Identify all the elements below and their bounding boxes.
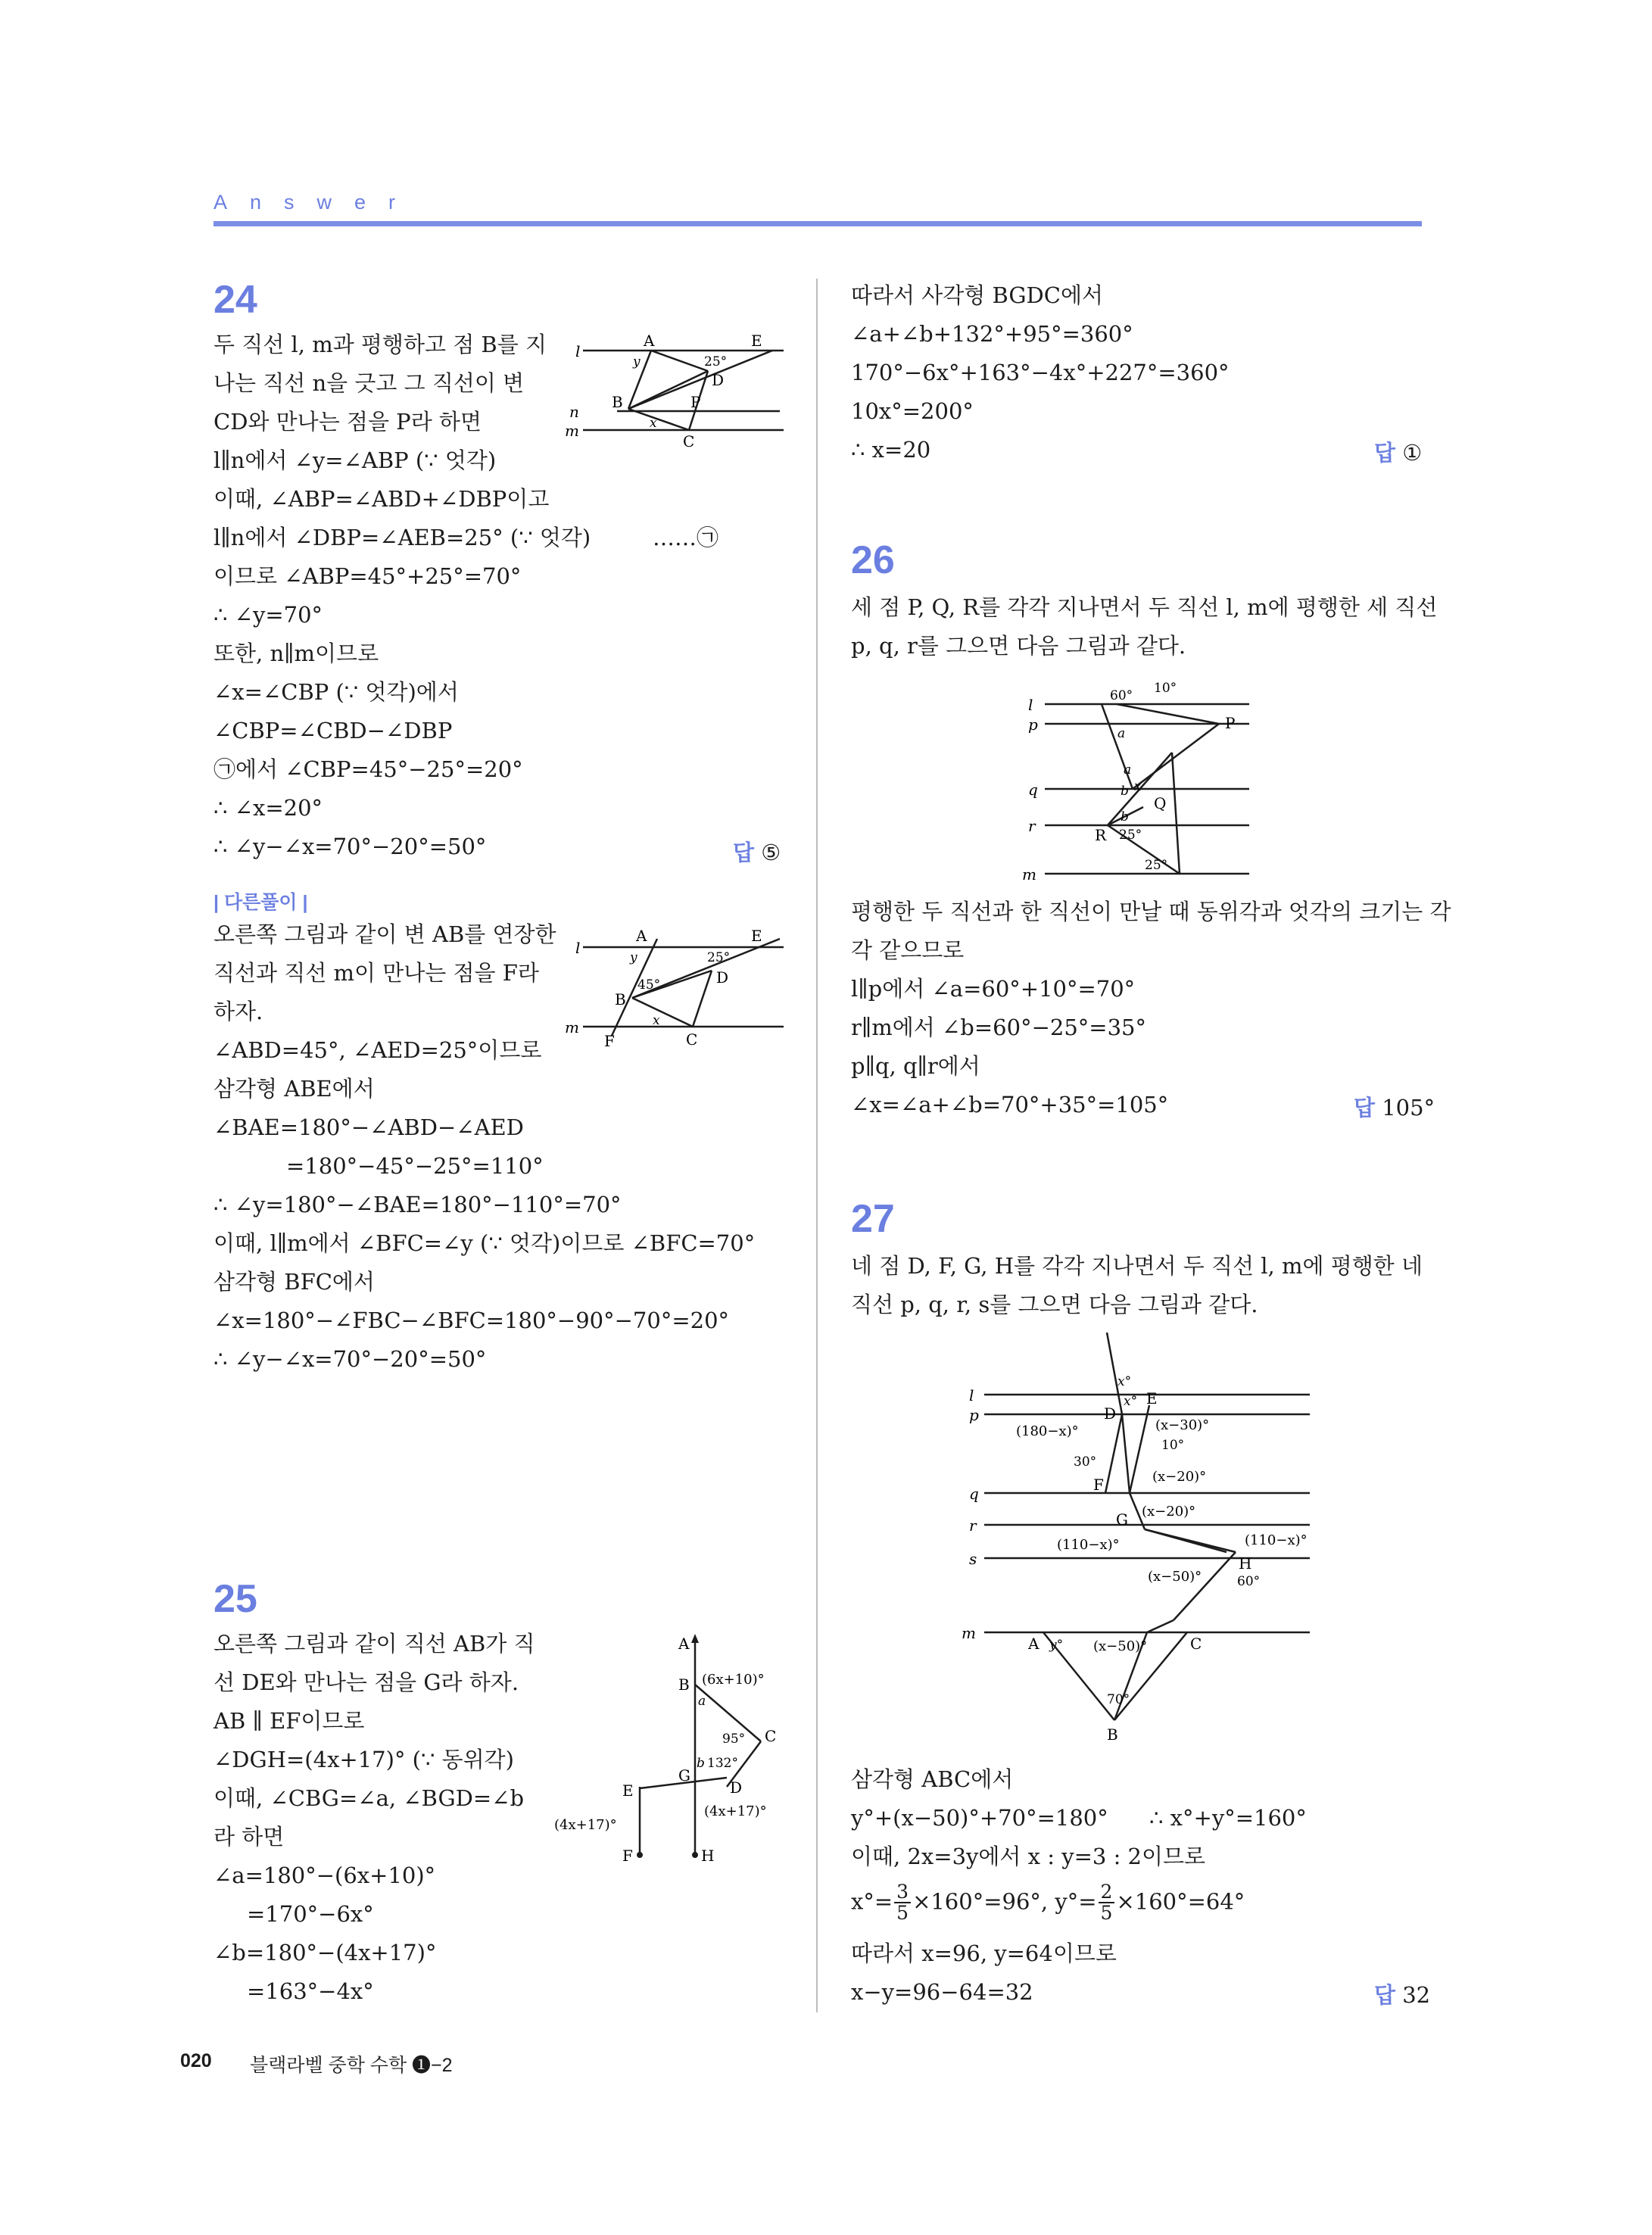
f26-l: l	[1028, 696, 1033, 714]
f25-D: D	[730, 1778, 743, 1797]
p24-figure-2	[560, 922, 787, 1061]
f27-q: q	[969, 1485, 979, 1503]
p26-answer-label: 답	[1354, 1096, 1376, 1121]
f27-30: 30°	[1074, 1454, 1097, 1470]
p24-line-4: l∥n에서 ∠y=∠ABP (∵ 엇각)	[214, 447, 497, 473]
f25-4x: (4x+17)°	[554, 1817, 617, 1833]
p25-line-2: 선 DE와 만나는 점을 G라 하자.	[214, 1669, 519, 1695]
p27-figure	[946, 1325, 1325, 1752]
f25-E: E	[622, 1781, 634, 1800]
f26-Q: Q	[1154, 794, 1167, 812]
p25b-line-4: 10x°=200°	[851, 398, 974, 424]
p24-answer	[733, 836, 781, 867]
p27-line-8: x−y=96−64=32	[851, 1979, 1033, 2005]
f27-E: E	[1146, 1389, 1158, 1407]
f1-A: A	[644, 332, 655, 350]
p24-alt-line-11: ∠x=180°−∠FBC−∠BFC=180°−90°−70°=20°	[214, 1308, 730, 1333]
p24-line-14: ∴ ∠y−∠x=70°−20°=50°	[214, 834, 487, 859]
p25-line-10: =163°−4x°	[247, 1978, 374, 2004]
f2-45: 45°	[637, 977, 661, 993]
p25-dot-h	[692, 1852, 698, 1858]
f26-b2: b	[1121, 809, 1129, 824]
p27-line-5: ∴ x°+y°=160°	[1149, 1805, 1307, 1831]
f26-R: R	[1095, 826, 1107, 844]
f26-P: P	[1225, 714, 1236, 732]
p25b-line-1: 따라서 사각형 BGDC에서	[851, 282, 1104, 308]
problem-27-number: 27	[851, 1197, 895, 1241]
f26-m: m	[1022, 865, 1036, 883]
p25-dot-f	[637, 1852, 643, 1858]
f1-25: 25°	[704, 354, 728, 369]
p25b-line-3: 170°−6x°+163°−4x°+227°=360°	[851, 360, 1230, 385]
f27-110xb: (110−x)°	[1245, 1532, 1308, 1548]
p25-line-1: 오른쪽 그림과 같이 직선 AB가 직	[214, 1631, 535, 1657]
p24-marker: ……㉠	[653, 525, 719, 550]
header-rule	[214, 221, 1422, 226]
f2-y: y	[630, 950, 637, 965]
p24-line-10: ∠x=∠CBP (∵ 엇각)에서	[214, 679, 459, 705]
f27-x30: (x−30)°	[1155, 1417, 1210, 1433]
column-divider	[816, 279, 818, 2012]
f26-r: r	[1028, 817, 1036, 835]
f2-l: l	[575, 939, 581, 957]
problem-24-number: 24	[214, 278, 257, 322]
f27-x50b: (x−50)°	[1093, 1638, 1148, 1654]
p27-line-2: 직선 p, q, r, s를 그으면 다음 그림과 같다.	[851, 1292, 1258, 1317]
p25-line-6: 라 하면	[214, 1824, 285, 1850]
p25-line-5: 이때, ∠CBG=∠a, ∠BGD=∠b	[214, 1785, 525, 1811]
f27-x20b: (x−20)°	[1142, 1504, 1196, 1520]
p27-line-7: 따라서 x=96, y=64이므로	[851, 1940, 1117, 1966]
f27-s: s	[969, 1550, 977, 1568]
f1-x: x	[650, 416, 657, 431]
problem-25-number: 25	[214, 1577, 257, 1621]
p24-alt-line-10: 삼각형 BFC에서	[214, 1269, 375, 1295]
p25b-line-5: ∴ x=20	[851, 437, 931, 463]
f26-a2: a	[1124, 762, 1132, 778]
p25-line-3: AB ∥ EF이므로	[214, 1708, 365, 1734]
p24-alt-line-7: =180°−45°−25°=110°	[286, 1153, 544, 1179]
p26-line-4: 각 같으므로	[851, 937, 965, 963]
f2-A: A	[636, 927, 647, 945]
p25-answer-label: 답	[1374, 441, 1396, 466]
p24-line-3: CD와 만나는 점을 P라 하면	[214, 409, 482, 435]
p27-frac-2-den: 5	[1100, 1902, 1113, 1925]
p27-line-6: 이때, 2x=3y에서 x : y=3 : 2이므로	[851, 1844, 1206, 1869]
p25-arrow-a	[691, 1634, 699, 1643]
p24-alt-line-1: 오른쪽 그림과 같이 변 AB를 연장한	[214, 921, 556, 947]
p24-alt-line-9: 이때, l∥m에서 ∠BFC=∠y (∵ 엇각)이므로 ∠BFC=70°	[214, 1230, 756, 1256]
f27-x2: x°	[1124, 1394, 1138, 1409]
f27-D: D	[1104, 1404, 1117, 1423]
p26-line-8: ∠x=∠a+∠b=70°+35°=105°	[851, 1092, 1169, 1118]
p27-line-3: 삼각형 ABC에서	[851, 1766, 1014, 1792]
f1-y: y	[633, 354, 641, 369]
f25-C: C	[765, 1727, 777, 1745]
f25-B: B	[678, 1675, 690, 1694]
f25-H: H	[701, 1847, 715, 1865]
p24-alt-line-5: 삼각형 ABE에서	[214, 1076, 375, 1102]
p25-answer-value: ①	[1402, 440, 1423, 466]
p27-frac-line	[851, 1882, 1245, 1924]
p27-frac-2-num: 2	[1099, 1882, 1115, 1903]
f27-x1: x°	[1117, 1374, 1132, 1389]
p25-line-4: ∠DGH=(4x+17)° (∵ 동위각)	[214, 1747, 514, 1772]
p24-line-6: l∥n에서 ∠DBP=∠AEB=25° (∵ 엇각)	[214, 525, 591, 550]
problem-26-number: 26	[851, 538, 895, 582]
p24-alt-label: | 다른풀이 |	[214, 892, 308, 913]
f27-110x: (110−x)°	[1057, 1537, 1120, 1553]
p27-frac-1-den: 5	[896, 1902, 909, 1925]
f27-F: F	[1093, 1476, 1104, 1494]
p26-line-6: r∥m에서 ∠b=60°−25°=35°	[851, 1015, 1146, 1040]
f27-10: 10°	[1161, 1438, 1185, 1453]
p25-line-7: ∠a=180°−(6x+10)°	[214, 1862, 436, 1888]
p24-alt-line-2: 직선과 직선 m이 만나는 점을 F라	[214, 960, 539, 986]
p27-answer	[1374, 1978, 1430, 2009]
f1-m: m	[565, 422, 579, 440]
f25-95: 95°	[722, 1732, 746, 1747]
p26-line-5: l∥p에서 ∠a=60°+10°=70°	[851, 976, 1136, 1002]
p25-line-9: ∠b=180°−(4x+17)°	[214, 1940, 437, 1965]
f27-G: G	[1116, 1510, 1128, 1529]
p24-line-13: ∴ ∠x=20°	[214, 795, 323, 821]
f27-x20: (x−20)°	[1152, 1469, 1207, 1485]
p24-answer-label: 답	[733, 841, 755, 865]
f27-A: A	[1028, 1635, 1040, 1653]
f27-m: m	[962, 1624, 976, 1642]
p27-frac-post: ×160°=64°	[1116, 1888, 1245, 1915]
f2-25: 25°	[707, 950, 731, 965]
f2-B: B	[615, 990, 626, 1008]
p27-frac-1-num: 3	[894, 1882, 911, 1903]
p27-answer-label: 답	[1374, 1984, 1396, 2008]
p24-line-7: 이므로 ∠ABP=45°+25°=70°	[214, 563, 522, 589]
f27-x50: (x−50)°	[1148, 1569, 1202, 1585]
f25-A: A	[678, 1635, 690, 1653]
p26-figure	[1015, 671, 1264, 886]
f1-C: C	[683, 432, 695, 450]
page-number: 020	[180, 2050, 212, 2071]
f1-B: B	[612, 393, 623, 411]
p24-line-11: ∠CBP=∠CBD−∠DBP	[214, 718, 453, 743]
p24-alt-line-8: ∴ ∠y=180°−∠BAE=180°−110°=70°	[214, 1192, 622, 1217]
f2-D: D	[716, 968, 729, 987]
f26-60: 60°	[1110, 688, 1133, 703]
f26-25b: 25°	[1145, 858, 1168, 873]
f25-132: 132°	[707, 1756, 738, 1771]
p24-line-2: 나는 직선 n을 긋고 그 직선이 변	[214, 370, 525, 396]
f26-p: p	[1028, 715, 1038, 734]
f27-B: B	[1107, 1725, 1118, 1744]
p26-line-2: p, q, r를 그으면 다음 그림과 같다.	[851, 633, 1186, 659]
p24-line-9: 또한, n∥m이므로	[214, 641, 379, 666]
f27-70: 70°	[1107, 1692, 1130, 1707]
f25-6x: (6x+10)°	[702, 1672, 765, 1688]
f27-r: r	[969, 1516, 977, 1535]
f27-p: p	[969, 1406, 979, 1424]
f26-x: x	[1134, 779, 1142, 794]
f1-D: D	[712, 371, 725, 389]
p25-answer	[1374, 436, 1422, 467]
f1-P: P	[690, 393, 701, 411]
f25-G: G	[678, 1766, 690, 1785]
p25b-line-2: ∠a+∠b+132°+95°=360°	[851, 321, 1133, 347]
p25-line-8: =170°−6x°	[247, 1901, 374, 1927]
p24-alt-line-6: ∠BAE=180°−∠ABD−∠AED	[214, 1114, 524, 1140]
p24-answer-value: ⑤	[761, 840, 781, 865]
p27-answer-value: 32	[1402, 1982, 1431, 2008]
p27-line-1: 네 점 D, F, G, H를 각각 지나면서 두 직선 l, m에 평행한 네	[851, 1253, 1423, 1279]
f2-F: F	[604, 1032, 615, 1050]
f25-a: a	[698, 1694, 706, 1709]
p24-figure-1	[560, 326, 787, 465]
p24-line-8: ∴ ∠y=70°	[214, 602, 323, 628]
p27-frac-mid: ×160°=96°, y°=	[912, 1888, 1097, 1915]
f26-b: b	[1121, 784, 1129, 799]
p25-figure	[545, 1628, 803, 1873]
p24-line-12: ㉠에서 ∠CBP=45°−25°=20°	[214, 756, 523, 782]
p27-frac-pre: x°=	[851, 1888, 893, 1915]
f27-H: H	[1239, 1554, 1252, 1573]
p26-answer-value: 105°	[1382, 1095, 1435, 1121]
p24-alt-line-12: ∴ ∠y−∠x=70°−20°=50°	[214, 1346, 487, 1372]
f2-m: m	[565, 1018, 579, 1036]
f27-y: y°	[1049, 1638, 1064, 1653]
f27-l: l	[969, 1386, 974, 1404]
f2-x: x	[653, 1013, 660, 1028]
p26-line-1: 세 점 P, Q, R를 각각 지나면서 두 직선 l, m에 평행한 세 직선	[851, 594, 1438, 620]
f1-n: n	[569, 403, 579, 421]
p26-answer	[1354, 1091, 1435, 1122]
p24-alt-line-4: ∠ABD=45°, ∠AED=25°이므로	[214, 1037, 542, 1063]
f1-E: E	[751, 332, 762, 350]
book-title: 블랙라벨 중학 수학 ❶−2	[250, 2055, 453, 2076]
f2-C: C	[686, 1030, 698, 1049]
f26-a: a	[1117, 726, 1126, 741]
p26-line-3: 평행한 두 직선과 한 직선이 만날 때 동위각과 엇각의 크기는 각	[851, 899, 1451, 924]
p24-line-1: 두 직선 l, m과 평행하고 점 B를 지	[214, 332, 547, 357]
f25-b: b	[697, 1756, 705, 1771]
p27-frac-2	[1099, 1882, 1115, 1924]
f1-l: l	[575, 342, 581, 360]
f27-180x: (180−x)°	[1016, 1423, 1079, 1439]
f27-C: C	[1190, 1635, 1202, 1653]
header-label: Answer	[214, 191, 419, 214]
p24-alt-line-3: 하자.	[214, 999, 263, 1024]
f2-E: E	[751, 927, 762, 945]
f25-4x2: (4x+17)°	[704, 1803, 767, 1819]
f25-F: F	[622, 1847, 633, 1865]
p26-line-7: p∥q, q∥r에서	[851, 1053, 980, 1079]
f26-10: 10°	[1154, 681, 1177, 696]
p27-frac-1	[894, 1882, 911, 1924]
p27-line-4: y°+(x−50)°+70°=180°	[851, 1805, 1108, 1831]
f26-q: q	[1028, 781, 1038, 799]
f26-25: 25°	[1119, 828, 1142, 843]
f27-60: 60°	[1237, 1574, 1261, 1589]
p24-line-5: 이때, ∠ABP=∠ABD+∠DBP이고	[214, 486, 550, 512]
